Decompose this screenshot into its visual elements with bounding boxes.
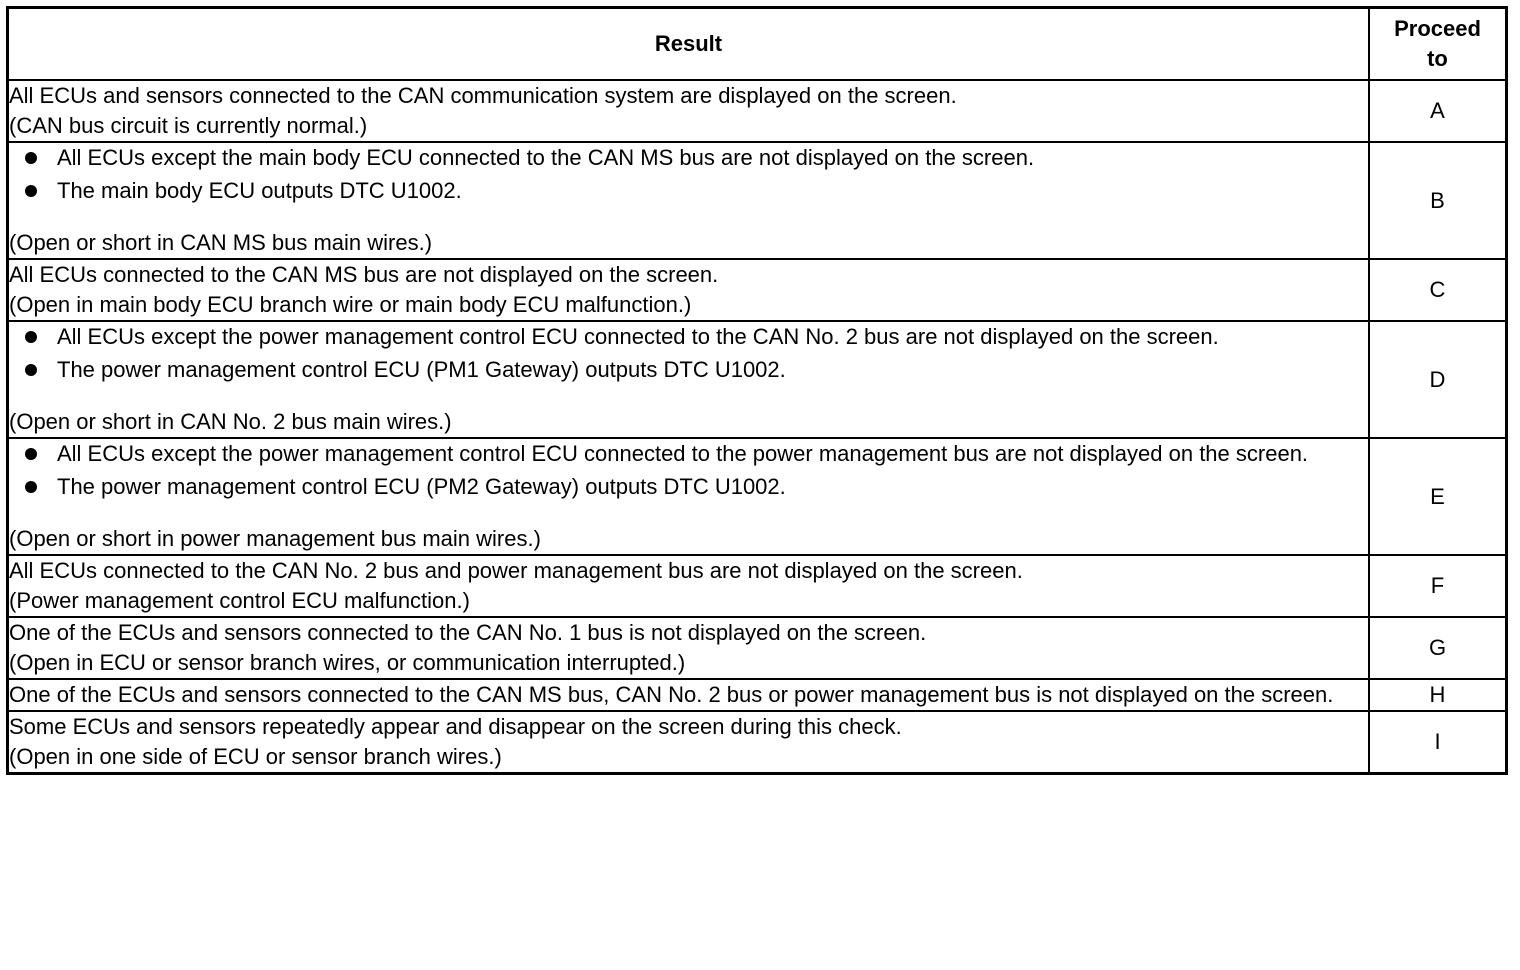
proceed-cell: F	[1369, 555, 1507, 617]
bullet-text: The power management control ECU (PM2 Gateway) outputs DTC U1002.	[57, 474, 786, 499]
proceed-cell: H	[1369, 679, 1507, 711]
bullet-icon	[25, 331, 37, 343]
table-row	[8, 617, 1507, 679]
bullet-icon	[25, 364, 37, 376]
table-row	[8, 679, 1507, 711]
bullet-icon	[25, 448, 37, 460]
bullet-item	[25, 355, 1368, 385]
result-cell	[8, 142, 1370, 259]
bullet-text: All ECUs except the main body ECU connected to the CAN MS bus are not displayed on the screen.	[57, 145, 1035, 170]
result-cell	[8, 555, 1370, 617]
proceed-cell: D	[1369, 321, 1507, 438]
result-line: (Open in ECU or sensor branch wires, or communication interrupted.)	[9, 650, 686, 675]
bullet-text: All ECUs except the power management control ECU connected to the CAN No. 2 bus are not displayed on the screen.	[57, 324, 1219, 349]
result-cell	[8, 711, 1370, 774]
header-result: Result	[8, 8, 1370, 81]
result-cell	[8, 321, 1370, 438]
bullet-text: The power management control ECU (PM1 Gateway) outputs DTC U1002.	[57, 357, 786, 382]
bullet-icon	[25, 185, 37, 197]
result-cell	[8, 259, 1370, 321]
table-row	[8, 321, 1507, 438]
bullet-icon	[25, 481, 37, 493]
table-row	[8, 80, 1507, 142]
result-note: (Open or short in power management bus main wires.)	[9, 526, 541, 551]
header-row	[8, 8, 1507, 81]
result-line: All ECUs connected to the CAN MS bus are not displayed on the screen.	[9, 262, 719, 287]
result-cell	[8, 438, 1370, 555]
result-line: (Power management control ECU malfunction.)	[9, 588, 470, 613]
proceed-cell: B	[1369, 142, 1507, 259]
table-row	[8, 711, 1507, 774]
result-line: All ECUs connected to the CAN No. 2 bus and power management bus are not displayed on the screen.	[9, 558, 1023, 583]
result-line: (Open in one side of ECU or sensor branch wires.)	[9, 744, 502, 769]
proceed-cell: C	[1369, 259, 1507, 321]
bullet-text: All ECUs except the power management control ECU connected to the power management bus are not displayed on the screen.	[57, 441, 1309, 466]
bullet-text: The main body ECU outputs DTC U1002.	[57, 178, 462, 203]
result-line: All ECUs and sensors connected to the CAN communication system are displayed on the screen.	[9, 83, 957, 108]
result-line: One of the ECUs and sensors connected to the CAN MS bus, CAN No. 2 bus or power management bus is not displayed on the screen.	[9, 682, 1334, 707]
table-row	[8, 555, 1507, 617]
table-row	[8, 142, 1507, 259]
result-note: (Open or short in CAN MS bus main wires.)	[9, 230, 433, 255]
result-line: One of the ECUs and sensors connected to the CAN No. 1 bus is not displayed on the screen.	[9, 620, 927, 645]
table-row	[8, 438, 1507, 555]
result-cell	[8, 617, 1370, 679]
bullet-item	[25, 472, 1368, 502]
bullet-item	[25, 322, 1368, 352]
result-note: (Open or short in CAN No. 2 bus main wires.)	[9, 409, 452, 434]
result-cell	[8, 80, 1370, 142]
result-line: Some ECUs and sensors repeatedly appear and disappear on the screen during this check.	[9, 714, 902, 739]
header-proceed-to	[1369, 8, 1507, 81]
bullet-item	[25, 439, 1368, 469]
header-proceed-line1: Proceed	[1394, 16, 1481, 41]
proceed-cell: A	[1369, 80, 1507, 142]
proceed-cell: E	[1369, 438, 1507, 555]
result-cell	[8, 679, 1370, 711]
result-table	[6, 6, 1508, 775]
proceed-cell: I	[1369, 711, 1507, 774]
proceed-cell: G	[1369, 617, 1507, 679]
table-row	[8, 259, 1507, 321]
bullet-item	[25, 176, 1368, 206]
header-proceed-line2: to	[1427, 46, 1448, 71]
result-line: (Open in main body ECU branch wire or main body ECU malfunction.)	[9, 292, 692, 317]
result-line: (CAN bus circuit is currently normal.)	[9, 113, 368, 138]
bullet-item	[25, 143, 1368, 173]
bullet-icon	[25, 152, 37, 164]
